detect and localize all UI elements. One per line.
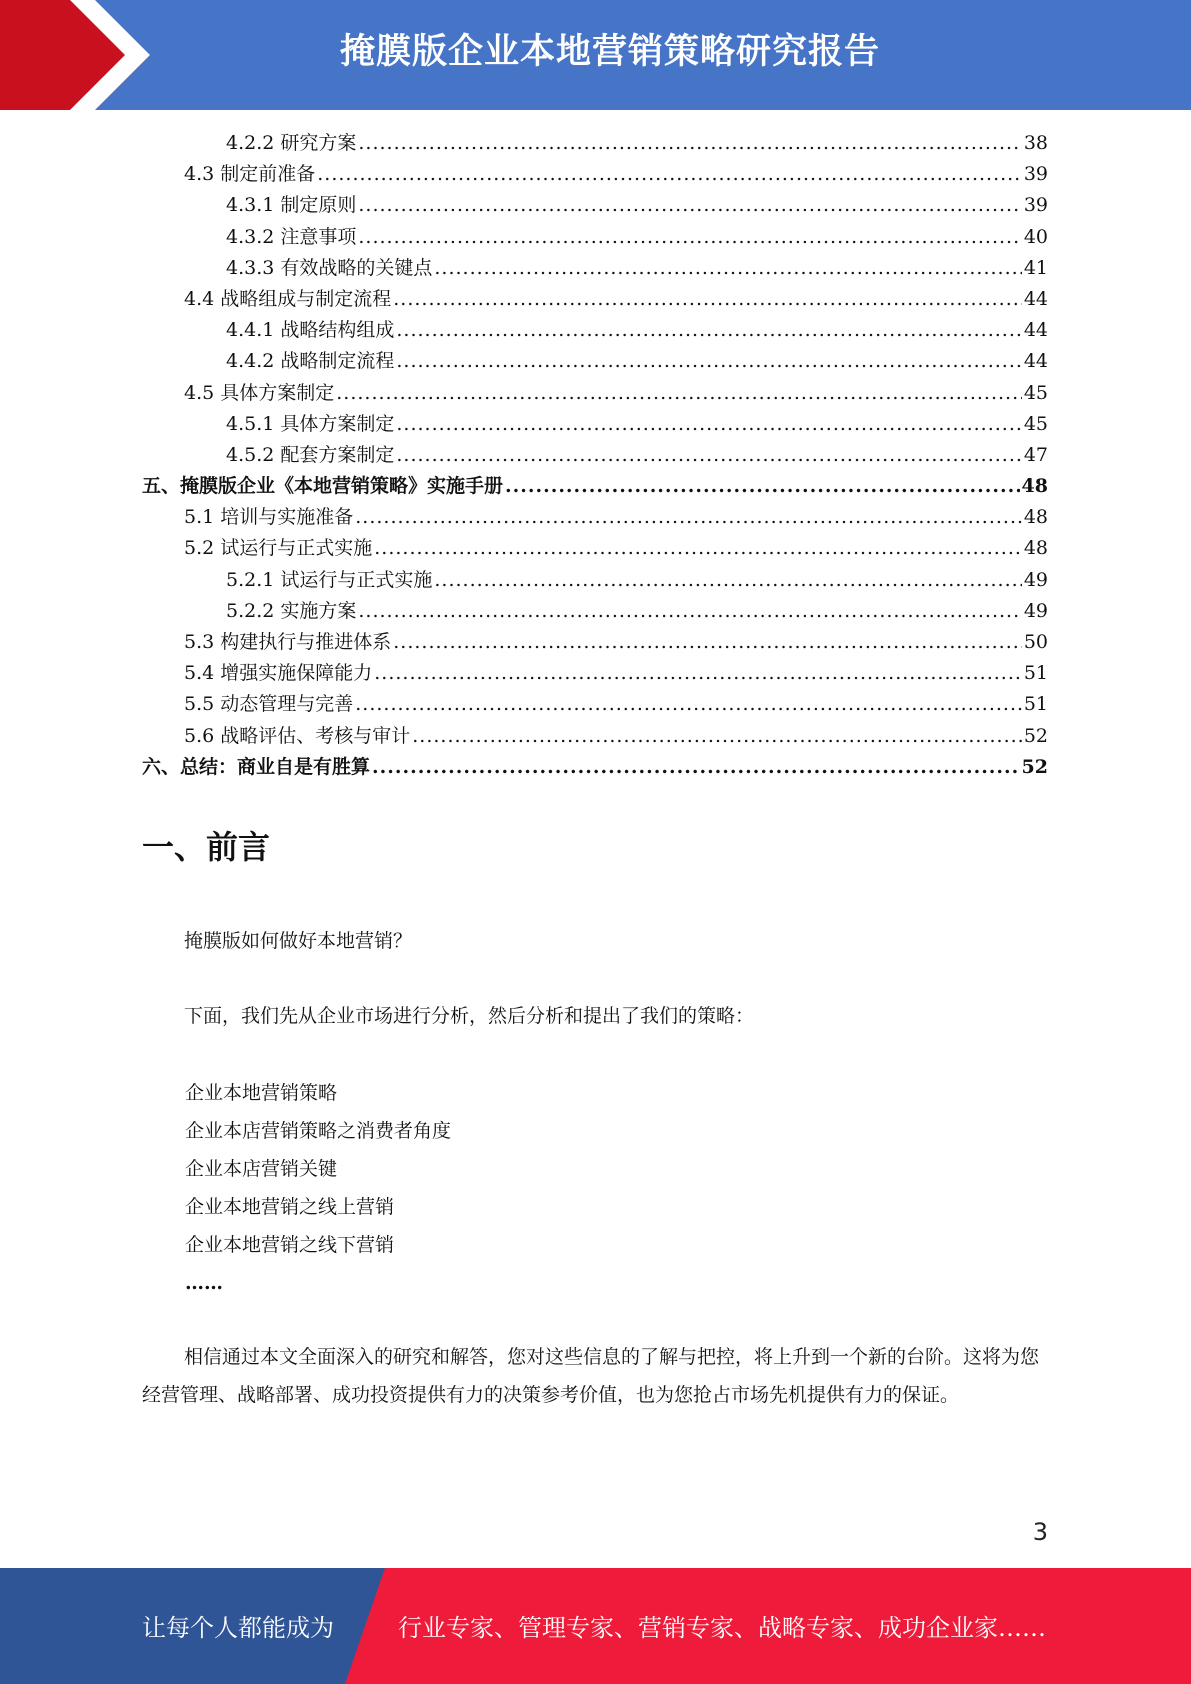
closing-paragraph: 相信通过本文全面深入的研究和解答，您对这些信息的了解与把控，将上升到一个新的台阶。这将为您经营管理、战略部署、成功投资提供有力的决策参考价值，也为您抢占市场先机提供有力的保证。 bbox=[142, 1346, 1040, 1406]
toc-entry[interactable] bbox=[142, 159, 1048, 190]
toc-entry-label: 4.4.1 战略结构组成 bbox=[226, 319, 395, 342]
list-item: 企业本地营销之线下营销 bbox=[185, 1234, 395, 1256]
toc-entry-page: 39 bbox=[1023, 194, 1048, 217]
toc-entry[interactable] bbox=[142, 627, 1048, 658]
toc-entry[interactable] bbox=[142, 190, 1048, 221]
toc-entry-page: 39 bbox=[1023, 163, 1048, 186]
toc-entry-page: 51 bbox=[1023, 662, 1048, 685]
toc-entry-page: 40 bbox=[1023, 225, 1048, 248]
toc-leader-dots bbox=[393, 631, 1022, 653]
toc-leader-dots bbox=[505, 475, 1020, 497]
toc-entry-label: 4.3.2 注意事项 bbox=[226, 225, 357, 248]
toc-entry-label: 5.2.2 实施方案 bbox=[226, 599, 357, 622]
toc-entry-label: 5.2.1 试运行与正式实施 bbox=[226, 568, 433, 591]
toc-entry[interactable] bbox=[142, 533, 1048, 564]
list-item: 企业本店营销关键 bbox=[185, 1158, 338, 1180]
toc-entry-page: 51 bbox=[1023, 693, 1048, 716]
toc-entry[interactable] bbox=[142, 222, 1048, 253]
toc-entry[interactable] bbox=[142, 315, 1048, 346]
table-of-contents bbox=[142, 128, 1048, 783]
intro-question: 掩膜版如何做好本地营销？ bbox=[184, 930, 413, 952]
document-title: 掩膜版企业本地营销策略研究报告 bbox=[339, 32, 880, 72]
toc-entry-page: 50 bbox=[1023, 631, 1048, 653]
toc-leader-dots bbox=[355, 693, 1022, 715]
toc-entry-label: 4.5.2 配套方案制定 bbox=[226, 443, 395, 466]
page-number: 3 bbox=[1032, 1518, 1048, 1546]
list-item: 企业本地营销之线上营销 bbox=[185, 1196, 395, 1218]
toc-entry-page: 44 bbox=[1023, 350, 1048, 373]
toc-entry[interactable] bbox=[142, 284, 1048, 315]
footer-slogan-right: 行业专家、管理专家、营销专家、战略专家、成功企业家…… bbox=[398, 1614, 1046, 1642]
toc-leader-dots bbox=[358, 600, 1021, 622]
toc-entry[interactable] bbox=[142, 346, 1048, 377]
toc-entry-page: 38 bbox=[1023, 132, 1048, 154]
toc-entry[interactable] bbox=[142, 752, 1048, 783]
toc-entry-page: 45 bbox=[1023, 381, 1048, 404]
toc-leader-dots bbox=[358, 226, 1021, 248]
strategy-list bbox=[185, 1074, 451, 1302]
toc-entry-label: 4.5 具体方案制定 bbox=[184, 381, 335, 404]
toc-entry[interactable] bbox=[142, 128, 1048, 159]
toc-entry-page: 48 bbox=[1023, 537, 1048, 560]
toc-entry-page: 47 bbox=[1023, 443, 1048, 466]
toc-entry-page: 41 bbox=[1023, 256, 1048, 279]
toc-leader-dots bbox=[317, 163, 1022, 185]
toc-entry[interactable] bbox=[142, 409, 1048, 440]
toc-entry-label: 4.4 战略组成与制定流程 bbox=[184, 287, 392, 310]
toc-leader-dots bbox=[358, 132, 1021, 154]
toc-entry[interactable] bbox=[142, 253, 1048, 284]
toc-entry[interactable] bbox=[142, 440, 1048, 471]
toc-entry-page: 52 bbox=[1023, 724, 1048, 747]
list-item: 企业本地营销策略 bbox=[185, 1082, 338, 1104]
toc-leader-dots bbox=[393, 288, 1022, 310]
footer-slogan-left: 让每个人都能成为 bbox=[142, 1614, 334, 1642]
toc-entry-label: 5.2 试运行与正式实施 bbox=[184, 537, 373, 560]
toc-leader-dots bbox=[412, 725, 1022, 747]
toc-leader-dots bbox=[396, 350, 1021, 372]
toc-entry-page: 49 bbox=[1023, 599, 1048, 622]
toc-entry-label: 5.1 培训与实施准备 bbox=[184, 506, 354, 529]
toc-leader-dots bbox=[434, 569, 1021, 591]
header-arrow-shape bbox=[0, 0, 160, 110]
section-heading: 一、前言 bbox=[142, 828, 271, 866]
toc-leader-dots bbox=[396, 413, 1021, 435]
toc-leader-dots bbox=[434, 257, 1021, 279]
toc-entry-label: 4.3 制定前准备 bbox=[184, 163, 316, 186]
toc-entry[interactable] bbox=[142, 378, 1048, 409]
toc-leader-dots bbox=[336, 382, 1022, 404]
toc-entry-label: 六、总结：商业自是有胜算 bbox=[142, 755, 371, 778]
toc-entry-page: 44 bbox=[1023, 287, 1048, 310]
toc-leader-dots bbox=[358, 194, 1021, 216]
toc-entry-page: 44 bbox=[1023, 319, 1048, 342]
list-item: …… bbox=[185, 1272, 223, 1294]
toc-entry[interactable] bbox=[142, 689, 1048, 720]
toc-entry-label: 5.3 构建执行与推进体系 bbox=[184, 631, 392, 653]
toc-entry-page: 48 bbox=[1023, 506, 1048, 529]
toc-leader-dots bbox=[374, 537, 1022, 559]
toc-entry-page: 45 bbox=[1023, 412, 1048, 435]
list-item: 企业本店营销策略之消费者角度 bbox=[185, 1120, 452, 1142]
toc-entry-label: 5.6 战略评估、考核与审计 bbox=[184, 724, 411, 747]
toc-leader-dots bbox=[396, 444, 1021, 466]
page-footer bbox=[0, 1568, 1191, 1684]
toc-leader-dots bbox=[396, 319, 1021, 341]
page-header bbox=[0, 0, 1191, 110]
toc-entry[interactable] bbox=[142, 721, 1048, 752]
toc-entry-label: 5.4 增强实施保障能力 bbox=[184, 662, 373, 685]
toc-leader-dots bbox=[372, 756, 1020, 778]
toc-entry-label: 4.2.2 研究方案 bbox=[226, 132, 357, 154]
toc-entry[interactable] bbox=[142, 658, 1048, 689]
intro-paragraph: 下面，我们先从企业市场进行分析，然后分析和提出了我们的策略： bbox=[184, 1005, 755, 1027]
toc-entry-label: 4.4.2 战略制定流程 bbox=[226, 350, 395, 373]
toc-entry-label: 五、掩膜版企业《本地营销策略》实施手册 bbox=[142, 475, 504, 498]
toc-entry-page: 49 bbox=[1023, 568, 1048, 591]
toc-leader-dots bbox=[355, 506, 1022, 528]
toc-entry[interactable] bbox=[142, 502, 1048, 533]
toc-leader-dots bbox=[374, 662, 1022, 684]
toc-entry[interactable] bbox=[142, 471, 1048, 502]
toc-entry-label: 4.5.1 具体方案制定 bbox=[226, 412, 395, 435]
toc-entry[interactable] bbox=[142, 596, 1048, 627]
toc-entry-label: 4.3.1 制定原则 bbox=[226, 194, 357, 217]
toc-entry[interactable] bbox=[142, 565, 1048, 596]
toc-entry-label: 5.5 动态管理与完善 bbox=[184, 693, 354, 716]
toc-entry-page: 52 bbox=[1021, 755, 1048, 778]
toc-entry-page: 48 bbox=[1021, 475, 1048, 498]
toc-entry-label: 4.3.3 有效战略的关键点 bbox=[226, 256, 433, 279]
